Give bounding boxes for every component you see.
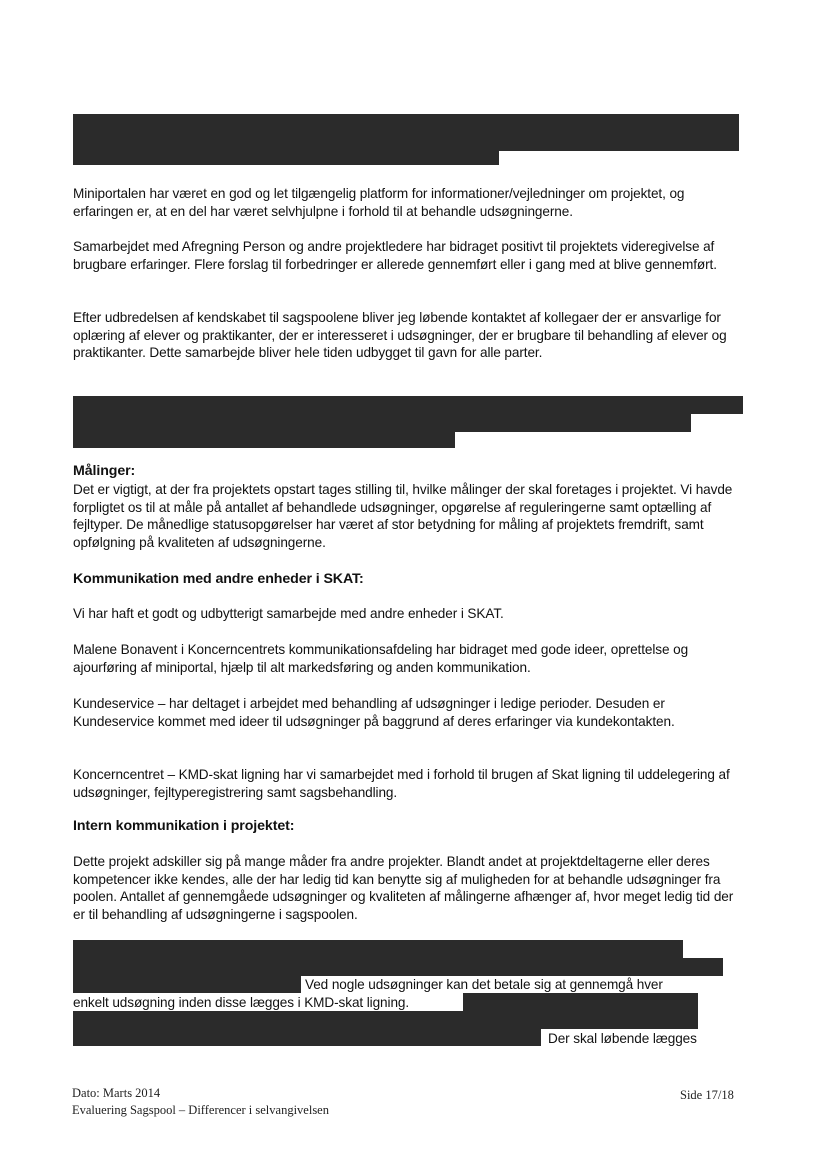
redaction-block — [73, 1027, 541, 1046]
paragraph-samarbejde: Samarbejdet med Afregning Person og andre projektledere har bidraget positivt til projektets videregivelse af brugbare erfaringer. Flere forslag til forbedringer er allerede gennemført eller i gang med at blive gennemført. — [73, 239, 717, 272]
paragraph-miniportal: Miniportalen har været en god og let tilgængelig platform for informationer/vejledninger om projektet, og erfaringen er, at en del har været selvhjulpne i forhold til at behandle udsøgningerne. — [73, 186, 685, 219]
text-fragment: Ved nogle udsøgninger kan det betale sig at gennemgå hver — [305, 977, 663, 992]
paragraph-intern: Dette projekt adskiller sig på mange måder fra andre projekter. Blandt andet at projektdeltagerne eller deres kompetencer ikke kendes, alle der har ledig tid kan benytte sig af muligheden for at behandle udsøgninger fra poolen. Antallet af gennemgåede udsøgninger og kvaliteten af målingerne afhænger af, hvor meget ledig tid der er til behandling af udsøgningerne i sagspoolen. — [73, 854, 734, 922]
text-fragment: Der skal løbende lægges — [548, 1031, 697, 1046]
redaction-block — [73, 148, 499, 165]
heading-kommunikation: Kommunikation med andre enheder i SKAT: — [73, 571, 364, 587]
redaction-block — [73, 430, 455, 448]
footer-title: Evaluering Sagspool – Differencer i selvangivelsen — [72, 1103, 329, 1117]
paragraph-malinger: Det er vigtigt, at der fra projektets opstart tages stilling til, hvilke målinger der skal foretages i projektet. Vi havde forpligtet os til at måle på antallet af behandlede udsøgninger, opgørelse af reguleringerne samt optælling af fejltyper. De månedlige statusopgørelser har været af stor betydning for måling af projektets fremdrift, samt opfølgning på kvaliteten af udsøgningerne. — [73, 482, 733, 550]
redaction-block — [463, 993, 698, 1013]
text-fragment: enkelt udsøgning inden disse lægges i KMD-skat ligning. — [73, 995, 410, 1010]
footer-page-number: Side 17/18 — [680, 1088, 734, 1102]
paragraph-malene: Malene Bonavent i Koncerncentrets kommunikationsafdeling har bidraget med gode ideer, oprettelse og ajourføring af miniportal, hjælp til alt markedsføring og anden kommunikation. — [73, 642, 689, 675]
footer-date: Dato: Marts 2014 — [72, 1086, 161, 1100]
paragraph-udbredelse: Efter udbredelsen af kendskabet til sagspoolene bliver jeg løbende kontaktet af kollegaer der er ansvarlige for oplæring af elever og praktikanter, der er interesseret i udsøgninger, der er brugbare til behandling af elever og praktikanter. Dette samarbejde bliver hele tiden udbygget til gavn for alle parter. — [73, 310, 727, 361]
redaction-block — [73, 114, 739, 151]
paragraph-kundeservice: Kundeservice – har deltaget i arbejdet med behandling af udsøgninger i ledige perioder. Desuden er Kundeservice kommet med ideer til udsøgninger på baggrund af deres erfaringer via kundekontakten. — [73, 696, 675, 729]
redaction-block — [73, 974, 301, 993]
paragraph-koncerncentret: Koncerncentret – KMD-skat ligning har vi samarbejdet med i forhold til brugen af Skat ligning til uddelegering af udsøgninger, fejltyperegistrering samt sagsbehandling. — [73, 767, 730, 800]
heading-intern: Intern kommunikation i projektet: — [73, 818, 295, 834]
paragraph-skat: Vi har haft et godt og udbytterigt samarbejde med andre enheder i SKAT. — [73, 606, 504, 621]
redaction-block — [73, 412, 691, 432]
heading-malinger: Målinger: — [73, 463, 136, 479]
redaction-block — [73, 940, 683, 960]
